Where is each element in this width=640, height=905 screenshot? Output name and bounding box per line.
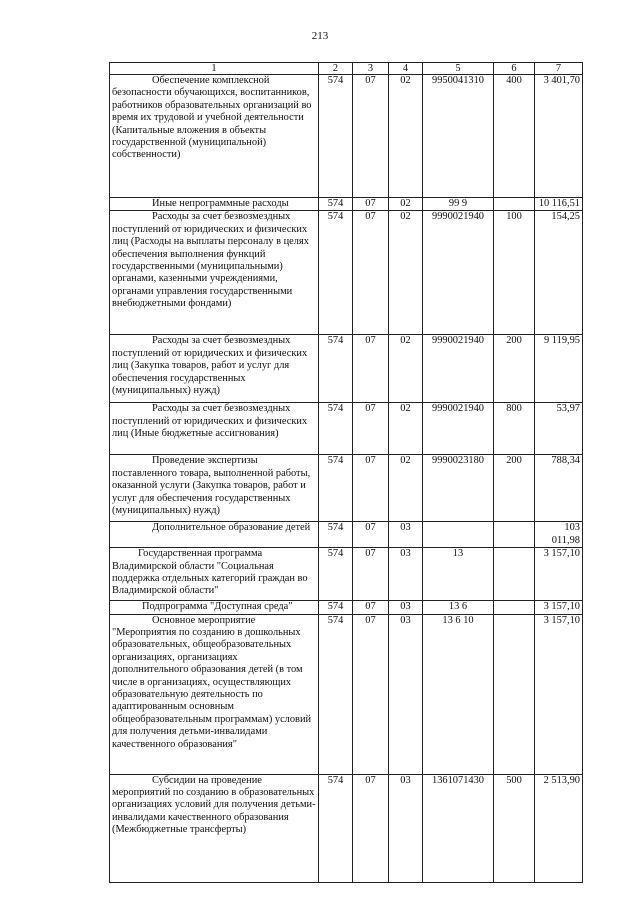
row-name: Подпрограмма "Доступная среда" (110, 601, 319, 614)
row-code-6: 200 (494, 455, 535, 522)
row-code-2: 574 (319, 198, 353, 211)
row-code-6 (494, 601, 535, 614)
table-row (110, 774, 583, 882)
row-amount: 3 401,70 (535, 75, 583, 198)
row-code-6 (494, 198, 535, 211)
row-code-2: 574 (319, 614, 353, 774)
row-amount: 3 157,10 (535, 601, 583, 614)
row-code-3: 07 (353, 198, 389, 211)
row-code-2: 574 (319, 522, 353, 548)
row-code-6 (494, 548, 535, 601)
row-name: Расходы за счет безвозмездных поступлений от юридических и физических лиц (Иные бюджетные ассигнования) (110, 403, 319, 455)
row-code-5: 99 9 (423, 198, 494, 211)
row-code-4: 02 (389, 335, 423, 403)
row-code-5: 9990021940 (423, 335, 494, 403)
row-code-2: 574 (319, 211, 353, 335)
row-code-3: 07 (353, 403, 389, 455)
row-name: Дополнительное образование детей (110, 522, 319, 548)
row-amount: 3 157,10 (535, 614, 583, 774)
row-code-5: 13 6 10 (423, 614, 494, 774)
row-code-6: 400 (494, 75, 535, 198)
row-amount: 103 011,98 (535, 522, 583, 548)
row-code-5 (423, 522, 494, 548)
header-cell: 6 (494, 63, 535, 75)
row-code-6: 200 (494, 335, 535, 403)
row-code-4: 03 (389, 548, 423, 601)
row-amount: 10 116,51 (535, 198, 583, 211)
row-name: Государственная программа Владимирской области "Социальная поддержка отдельных категорий граждан во Владимирской области" (110, 548, 319, 601)
budget-table (109, 62, 583, 883)
row-code-3: 07 (353, 455, 389, 522)
row-code-6: 100 (494, 211, 535, 335)
table-row (110, 75, 583, 198)
row-code-2: 574 (319, 774, 353, 882)
row-code-4: 02 (389, 211, 423, 335)
row-code-5: 9950041310 (423, 75, 494, 198)
page-number: 213 (311, 30, 329, 42)
row-code-4: 03 (389, 614, 423, 774)
row-name: Проведение экспертизы поставленного товара, выполненной работы, оказанной услуги (Закупка товаров, работ и услуг для обеспечения государственных (муниципальных) нужд) (110, 455, 319, 522)
table-row (110, 455, 583, 522)
row-code-5: 9990021940 (423, 403, 494, 455)
row-code-6 (494, 522, 535, 548)
row-name: Расходы за счет безвозмездных поступлений от юридических и физических лиц (Закупка товаров, работ и услуг для обеспечения государственных (муниципальных) нужд) (110, 335, 319, 403)
header-cell: 1 (110, 63, 319, 75)
row-code-2: 574 (319, 335, 353, 403)
row-code-3: 07 (353, 614, 389, 774)
row-code-3: 07 (353, 211, 389, 335)
row-code-5: 13 (423, 548, 494, 601)
row-code-4: 02 (389, 198, 423, 211)
row-code-6: 500 (494, 774, 535, 882)
row-code-4: 03 (389, 601, 423, 614)
header-cell: 7 (535, 63, 583, 75)
row-code-4: 02 (389, 75, 423, 198)
row-amount: 2 513,90 (535, 774, 583, 882)
row-code-4: 02 (389, 455, 423, 522)
table-row (110, 211, 583, 335)
row-amount: 9 119,95 (535, 335, 583, 403)
row-code-2: 574 (319, 601, 353, 614)
row-name: Расходы за счет безвозмездных поступлений от юридических и физических лиц (Расходы на выплаты персоналу в целях обеспечения выполнения функций государственными (муниципальными) органами, казенными учреждениями, органами управления государственными внебюджетными фондами) (110, 211, 319, 335)
row-code-6 (494, 614, 535, 774)
row-code-5: 9990023180 (423, 455, 494, 522)
row-code-2: 574 (319, 403, 353, 455)
header-row (110, 63, 583, 75)
header-cell: 5 (423, 63, 494, 75)
table-row (110, 335, 583, 403)
row-code-2: 574 (319, 455, 353, 522)
row-name: Основное мероприятие "Мероприятия по созданию в дошкольных образовательных, общеобразовательных организациях, организациях дополнительного образования детей (в том числе в организациях, осуществляющих образовательную деятельность по адаптированным основным общеобразовательным программам) условий для получения детьми-инвалидами качественного образования" (110, 614, 319, 774)
row-code-3: 07 (353, 522, 389, 548)
row-code-4: 03 (389, 774, 423, 882)
table-row (110, 601, 583, 614)
row-code-5: 9990021940 (423, 211, 494, 335)
table-row (110, 548, 583, 601)
row-code-3: 07 (353, 335, 389, 403)
row-amount: 154,25 (535, 211, 583, 335)
row-code-3: 07 (353, 75, 389, 198)
row-code-2: 574 (319, 75, 353, 198)
table-row (110, 198, 583, 211)
row-amount: 3 157,10 (535, 548, 583, 601)
row-code-5: 13 6 (423, 601, 494, 614)
table-row (110, 614, 583, 774)
row-code-3: 07 (353, 601, 389, 614)
row-amount: 788,34 (535, 455, 583, 522)
row-name: Субсидии на проведение мероприятий по созданию в образовательных организациях условий для получения детьми-инвалидами качественного образования (Межбюджетные трансферты) (110, 774, 319, 882)
table-row (110, 403, 583, 455)
table-row (110, 522, 583, 548)
row-code-3: 07 (353, 774, 389, 882)
row-amount: 53,97 (535, 403, 583, 455)
row-code-2: 574 (319, 548, 353, 601)
header-cell: 3 (353, 63, 389, 75)
header-cell: 2 (319, 63, 353, 75)
row-code-5: 1361071430 (423, 774, 494, 882)
row-code-4: 03 (389, 522, 423, 548)
row-code-4: 02 (389, 403, 423, 455)
row-name: Иные непрограммные расходы (110, 198, 319, 211)
header-cell: 4 (389, 63, 423, 75)
row-code-3: 07 (353, 548, 389, 601)
row-code-6: 800 (494, 403, 535, 455)
row-name: Обеспечение комплексной безопасности обучающихся, воспитанников, работников образовательных организаций во время их трудовой и учебной деятельности (Капитальные вложения в объекты государственной (муниципальной) собственности) (110, 75, 319, 198)
